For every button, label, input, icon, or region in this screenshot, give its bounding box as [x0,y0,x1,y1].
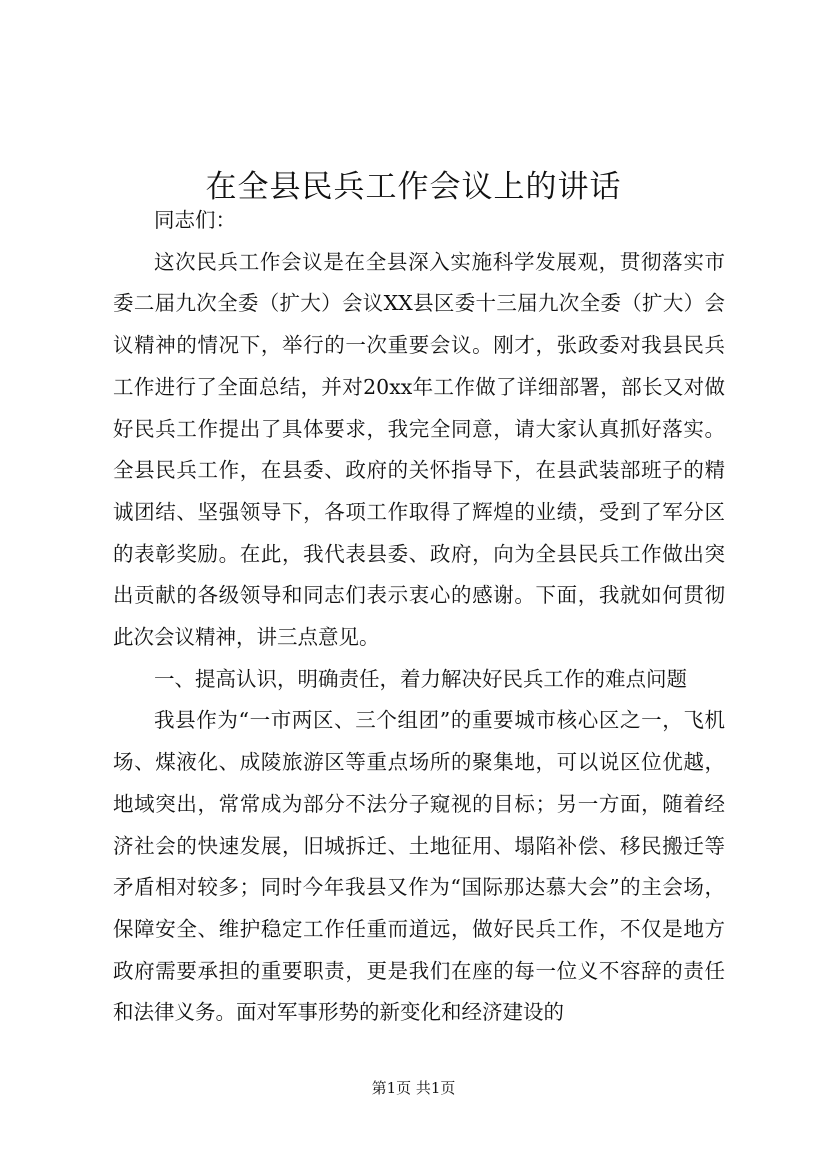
page-footer: 第1页 共1页 [371,1079,456,1097]
section-paragraph: 我县作为“一市两区、三个组团”的重要城市核心区之一，飞机场、煤液化、成陵旅游区等重点场所的聚集地，可以说区位优越，地域突出，常常成为部分不法分子窥视的目标；另一方面，随着经济社会的快速发展，旧城拆迁、土地征用、塌陷补偿、移民搬迁等矛盾相对较多；同时今年我县又作为“国际那达慕大会”的主会场，保障安全、维护稳定工作任重而道远，做好民兵工作，不仅是地方政府需要承担的重要职责，更是我们在座的每一位义不容辞的责任和法律义务。面对军事形势的新变化和经济建设的 [113,708,725,1025]
salutation: 同志们： [154,208,236,232]
document-title: 在全县民兵工作会议上的讲话 [205,168,622,205]
document-body [113,200,725,1034]
opening-paragraph: 这次民兵工作会议是在全县深入实施科学发展观，贯彻落实市委二届九次全委（扩大）会议XX县区委十三届九次全委（扩大）会议精神的情况下，举行的一次重要会议。刚才，张政委对我县民兵工作进行了全面总结，并对20xx年工作做了详细部署，部长又对做好民兵工作提出了具体要求，我完全同意，请大家认真抓好落实。全县民兵工作，在县委、政府的关怀指导下，在县武装部班子的精诚团结、坚强领导下，各项工作取得了辉煌的业绩，受到了军分区的表彰奖励。在此，我代表县委、政府，向为全县民兵工作做出突出贡献的各级领导和同志们表示衷心的感谢。下面，我就如何贯彻此次会议精神，讲三点意见。 [113,249,725,650]
section-heading: 一、提高认识，明确责任，着力解决好民兵工作的难点问题 [154,666,687,691]
